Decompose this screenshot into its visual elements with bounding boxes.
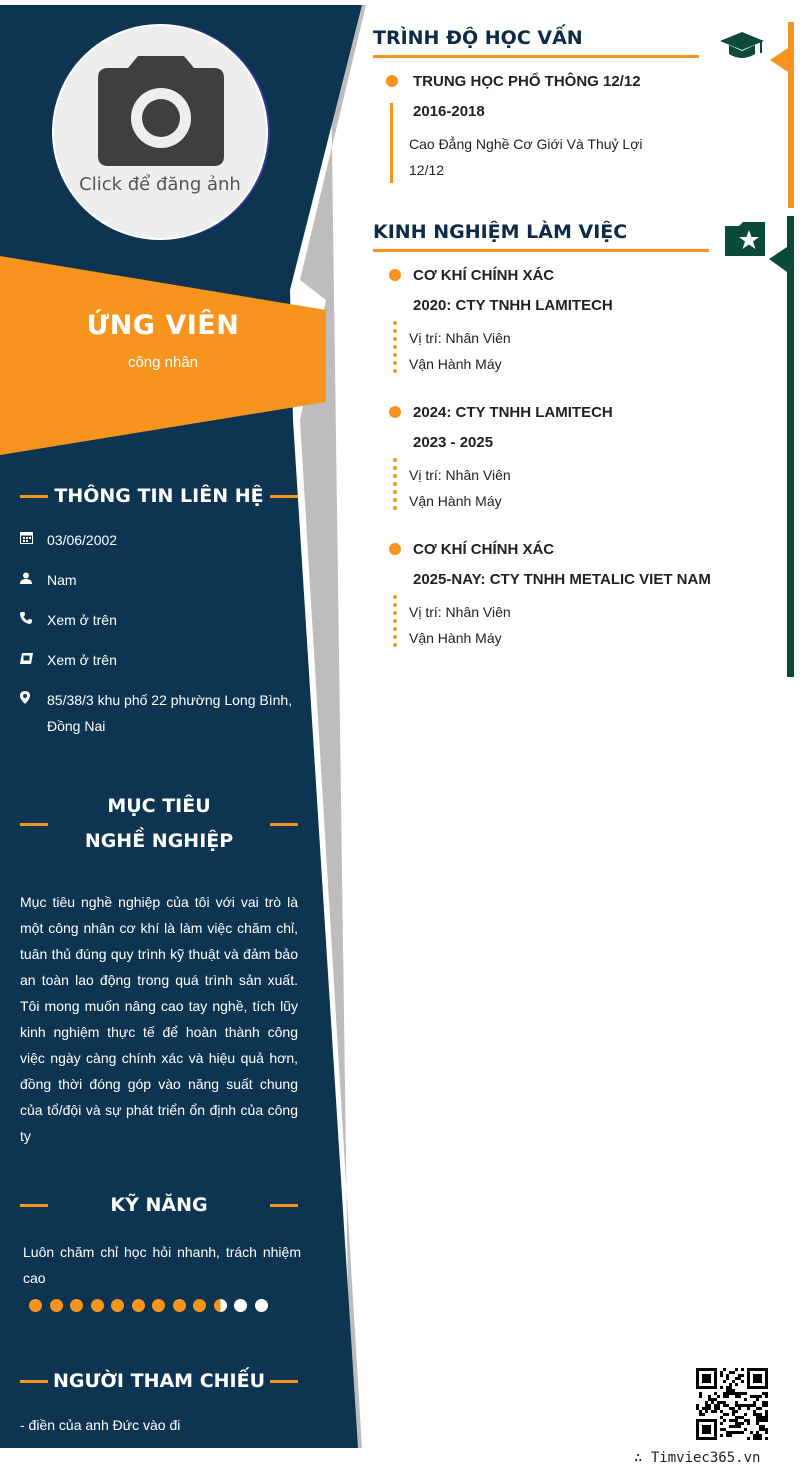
timeline-bullet (389, 406, 401, 418)
contact-birthday (20, 527, 300, 553)
contact-heading (20, 479, 298, 514)
experience-company: 2020: CTY TNHH LAMITECH (413, 297, 613, 314)
experience-marker (769, 216, 794, 677)
timeline-bullet (389, 543, 401, 555)
skill-dot (214, 1299, 227, 1312)
skill-dot (50, 1299, 63, 1312)
skills-heading-text: KỸ NĂNG (110, 1194, 208, 1216)
graduation-cap-icon (720, 32, 764, 62)
timeline-bullet (389, 269, 401, 281)
heading-dash (20, 823, 48, 826)
references-heading-text: NGƯỜI THAM CHIẾU (52, 1370, 266, 1392)
education-underline (373, 55, 699, 58)
education-marker (770, 22, 794, 208)
skill-rating (29, 1299, 268, 1312)
education-title: TRUNG HỌC PHỔ THÔNG 12/12 (413, 73, 641, 90)
heading-dash (270, 1204, 298, 1207)
experience-position: Vị trí: Nhân Viên (409, 467, 511, 483)
contact-text: 85/38/3 khu phố 22 phường Long Bình, Đồng Nai (47, 692, 293, 734)
education-period: 2016-2018 (413, 103, 485, 120)
skill-dot (193, 1299, 206, 1312)
objective-heading-text: MỤC TIÊU NGHỀ NGHIỆP (84, 795, 234, 852)
job-title: công nhân (127, 354, 199, 371)
experience-duty: Vận Hành Máy (409, 630, 502, 646)
education-school: Cao Đẳng Nghề Cơ Giới Và Thuỷ Lợi (409, 136, 643, 152)
heading-dash (20, 1380, 48, 1383)
skill-dot (255, 1299, 268, 1312)
skill-dot (173, 1299, 186, 1312)
experience-title: CƠ KHÍ CHÍNH XÁC (413, 267, 555, 284)
skill-dot (29, 1299, 42, 1312)
education-heading: TRÌNH ĐỘ HỌC VẤN (373, 27, 583, 49)
skills-heading (20, 1188, 298, 1223)
phone-icon (20, 607, 47, 633)
folder-star-icon (725, 222, 765, 256)
skill-dot (152, 1299, 165, 1312)
experience-heading: KINH NGHIỆM LÀM VIỆC (373, 221, 628, 243)
experience-position: Vị trí: Nhân Viên (409, 330, 511, 346)
experience-duty: Vận Hành Máy (409, 356, 502, 372)
skill-item-text: Luôn chăm chỉ học hỏi nhanh, trách nhiệm cao (23, 1244, 301, 1286)
experience-duty: Vận Hành Máy (409, 493, 502, 509)
skill-dot (70, 1299, 83, 1312)
experience-title: CƠ KHÍ CHÍNH XÁC (413, 541, 555, 558)
contact-text: 03/06/2002 (47, 532, 118, 548)
heading-dash (20, 1204, 48, 1207)
camera-icon (98, 56, 224, 166)
contact-address (20, 687, 300, 739)
contact-text: Xem ở trên (47, 612, 117, 628)
skill-dot (132, 1299, 145, 1312)
location-icon (20, 687, 47, 739)
references-heading (20, 1364, 298, 1399)
objective-heading (20, 789, 298, 859)
skill-dot (111, 1299, 124, 1312)
avatar-upload-label: Click để đăng ảnh (79, 174, 241, 195)
candidate-name: ỨNG VIÊN (86, 310, 240, 341)
objective-text: Mục tiêu nghề nghiệp của tôi với vai trò là một công nhân cơ khí là làm việc chăm chỉ, tuân thủ đúng quy trình kỹ thuật và đảm bảo an toàn lao động trong quá trình sản xuất. Tôi mong muốn nâng cao tay nghề, tích lũy kinh nghiệm thực tế để hoàn thành công việc ngày càng chính xác và hiệu quả hơn, đồng thời đóng góp vào năng suất chung của tổ/đội và sự phát triển ổn định của công ty (20, 894, 298, 1144)
experience-company: 2023 - 2025 (413, 434, 494, 451)
contact-email (20, 647, 300, 673)
contact-heading-text: THÔNG TIN LIÊN HỆ (54, 485, 264, 507)
calendar-icon (20, 527, 47, 553)
contact-phone (20, 607, 300, 633)
heading-dash (270, 495, 298, 498)
footer-brand: ∴ Timviec365.vn (634, 1450, 761, 1466)
references-text: - điền của anh Đức vào đi (20, 1417, 181, 1433)
user-icon (20, 567, 47, 593)
heading-dash (270, 1380, 298, 1383)
timeline-dots (393, 595, 397, 651)
experience-title: 2024: CTY TNHH LAMITECH (413, 404, 613, 421)
experience-company: 2025-NAY: CTY TNHH METALIC VIET NAM (413, 571, 711, 588)
contact-text: Xem ở trên (47, 652, 117, 668)
experience-position: Vị trí: Nhân Viên (409, 604, 511, 620)
heading-dash (270, 823, 298, 826)
heading-dash (20, 495, 48, 498)
timeline-dots (393, 458, 397, 514)
email-icon (20, 647, 47, 673)
education-detail: 12/12 (409, 162, 445, 178)
contact-text: Nam (47, 572, 77, 588)
qr-code-icon (696, 1368, 768, 1440)
skill-dot (234, 1299, 247, 1312)
timeline-bullet (386, 75, 398, 87)
timeline-dots (393, 321, 397, 377)
avatar-upload[interactable] (52, 24, 268, 240)
contact-gender (20, 567, 300, 593)
experience-underline (373, 249, 709, 252)
timeline-bar (390, 103, 393, 183)
skill-dot (91, 1299, 104, 1312)
